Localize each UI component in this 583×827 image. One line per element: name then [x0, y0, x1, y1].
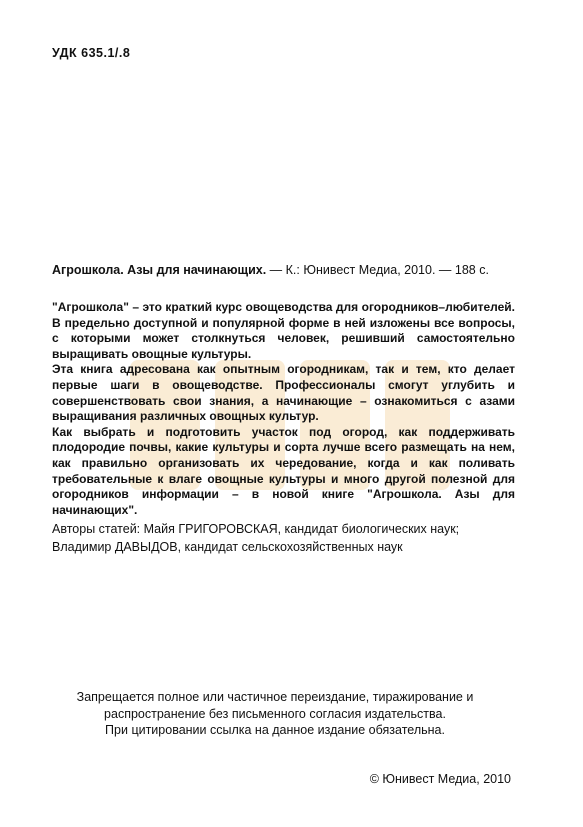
rights-line: распространение без письменного согласия издательства. — [104, 706, 446, 721]
rights-line: При цитировании ссылка на данное издание обязательна. — [105, 723, 445, 737]
book-title: Агрошкола. Азы для начинающих. — [52, 263, 267, 277]
authors-line: Владимир ДАВЫДОВ, кандидат сельскохозяйственных наук — [52, 540, 403, 554]
rights-notice — [40, 689, 510, 739]
authors-line: Авторы статей: Майя ГРИГОРОВСКАЯ, кандидат биологических наук; — [52, 522, 460, 536]
udk-code: УДК 635.1/.8 — [52, 46, 131, 60]
annotation-paragraph: Эта книга адресована как опытным огородникам, так и тем, кто делает первые шаги в овощеводстве. Профессионалы смогут углубить и совершенствовать свои знания, а начинающие – ознакомиться с азами выращивания различных овощных культур. — [52, 362, 515, 424]
bibliographic-citation — [52, 262, 512, 279]
rights-line: Запрещается полное или частичное переиздание, тиражирование и — [76, 690, 474, 704]
book-annotation — [52, 300, 515, 518]
annotation-paragraph: Как выбрать и подготовить участок под огород, как поддерживать плодородие почвы, какие культуры и сорта лучше всего размещать на нем, как правильно организовать их чередование, когда и как поливать требовательные к влаге овощные культуры и много другой полезной для огородников информации – в новой книге "Агрошкола. Азы для начинающих". — [52, 424, 515, 517]
copyright-notice: © Юнивест Медиа, 2010 — [369, 772, 511, 786]
authors-block — [52, 520, 522, 556]
annotation-paragraph: "Агрошкола" – это краткий курс овощеводства для огородников–любителей. В предельно доступной и популярной форме в ней изложены все вопросы, с которыми может столкнуться человек, решивший самостоятельно выращивать овощные культуры. — [52, 300, 515, 361]
citation-publisher: — К.: Юнивест Медиа, 2010. — 188 с. — [266, 263, 489, 277]
